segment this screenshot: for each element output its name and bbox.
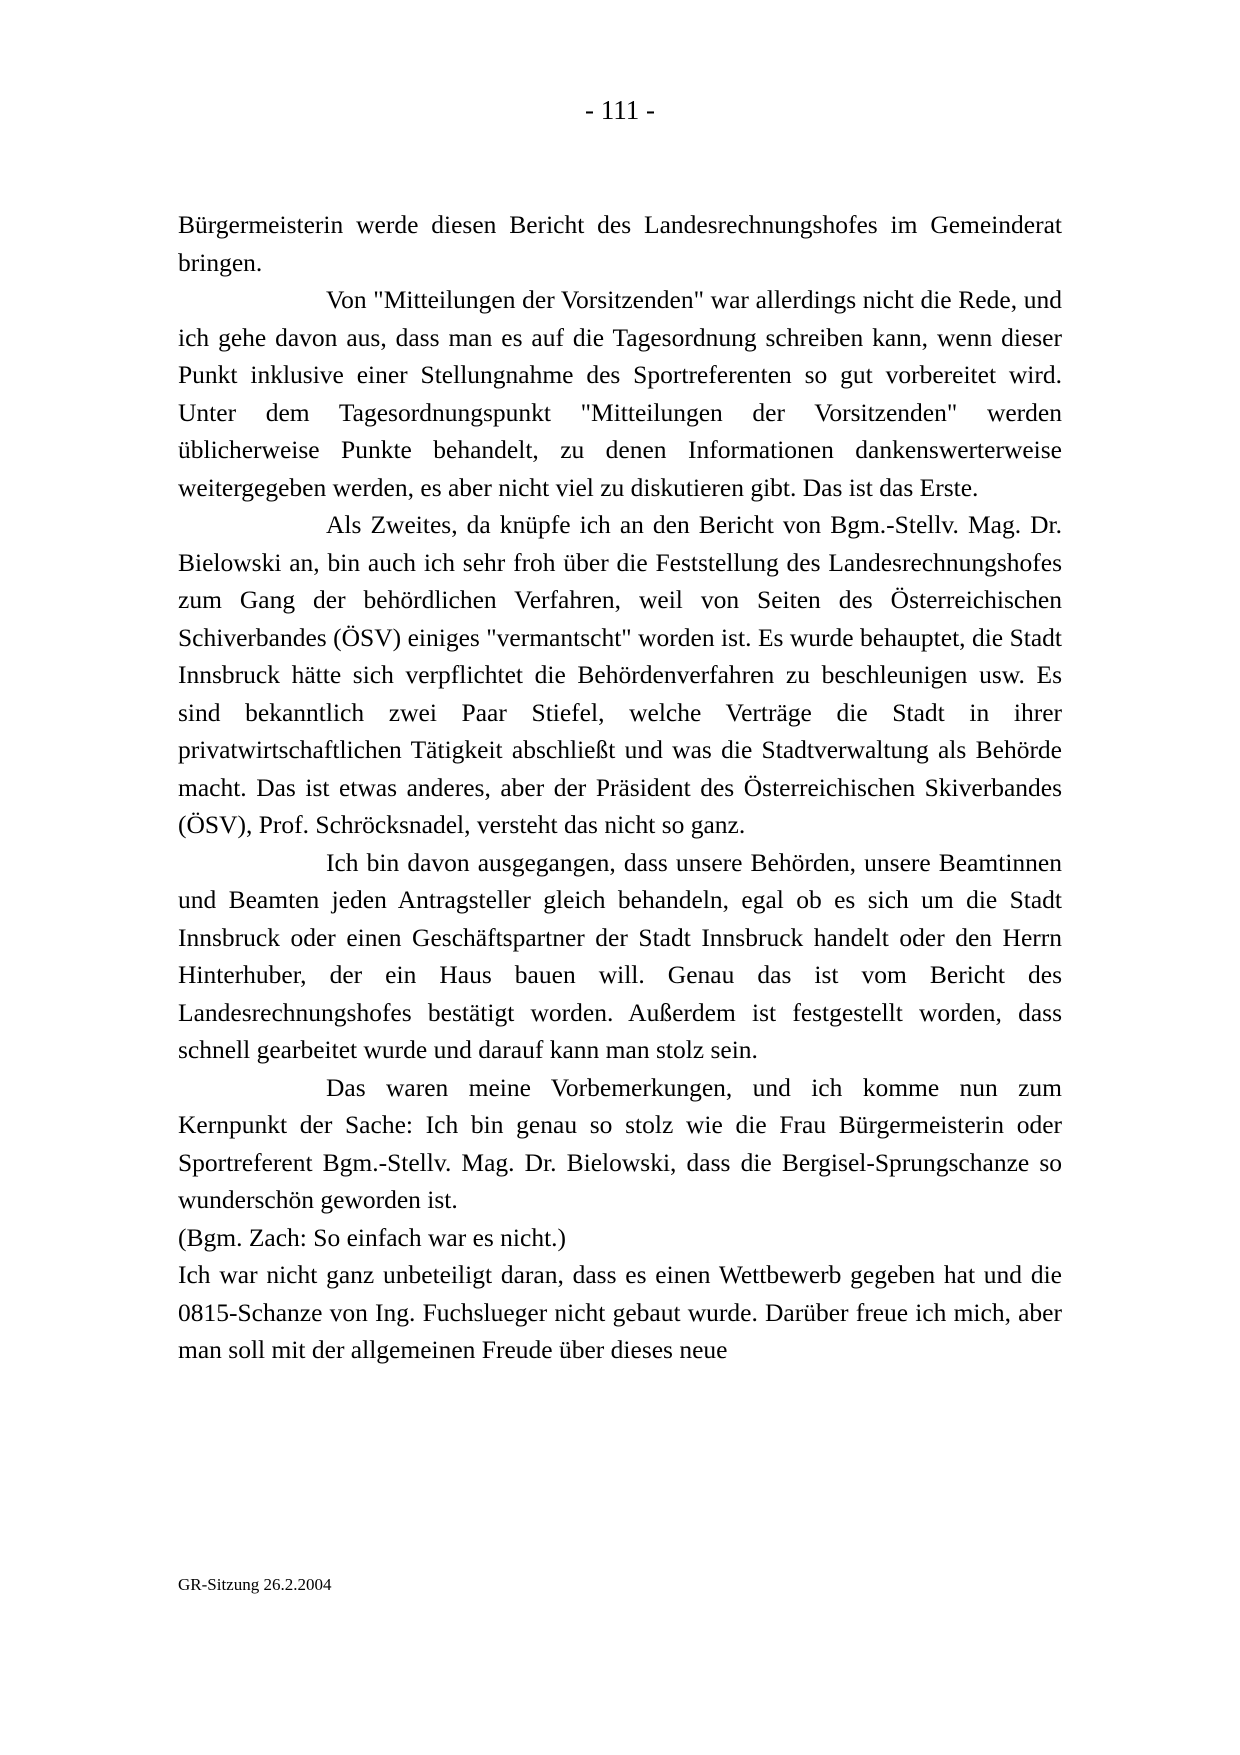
paragraph-interjection: (Bgm. Zach: So einfach war es nicht.)	[178, 1222, 567, 1252]
paragraph-wettbewerb: Ich war nicht ganz unbeteiligt daran, dass es einen Wettbewerb gegeben hat und die 0815-Schanze von Ing. Fuchslueger nicht gebaut wurde. Darüber freue ich mich, aber man soll mit der allgemeinen Freude über dieses neue	[178, 1260, 1062, 1364]
paragraph-mitteilungen: Von "Mitteilungen der Vorsitzenden" war allerdings nicht die Rede, und ich gehe davon aus, dass man es auf die Tagesordnung schreiben kann, wenn dieser Punkt inklusive einer Stellungnahme des Sportreferenten so gut vorbereitet wird. Unter dem Tagesordnungspunkt "Mitteilungen der Vorsitzenden" werden üblicherweise Punkte behandelt, zu denen Informationen dankenswerterweise weitergegeben werden, es aber nicht viel zu diskutieren gibt. Das ist das Erste.	[178, 285, 1062, 502]
paragraph-continuation: Bürgermeisterin werde diesen Bericht des Landesrechnungshofes im Gemeinderat bringen.	[178, 210, 1062, 277]
paragraph-zweites: Als Zweites, da knüpfe ich an den Bericht von Bgm.-Stellv. Mag. Dr. Bielowski an, bin auch ich sehr froh über die Feststellung des Landesrechnungshofes zum Gang der behördlichen Verfahren, weil von Seiten des Österreichischen Schiverbandes (ÖSV) einiges "vermantscht" worden ist. Es wurde behauptet, die Stadt Innsbruck hätte sich verpflichtet die Behördenverfahren zu beschleunigen usw. Es sind bekanntlich zwei Paar Stiefel, welche Verträge die Stadt in ihrer privatwirtschaftlichen Tätigkeit abschließt und was die Stadtverwaltung als Behörde macht. Das ist etwas anderes, aber der Präsident des Österreichischen Skiverbandes (ÖSV), Prof. Schröcksnadel, versteht das nicht so ganz.	[178, 510, 1062, 839]
page-footer: GR-Sitzung 26.2.2004	[178, 1575, 332, 1594]
page-number: - 111 -	[585, 95, 655, 125]
document-body	[178, 206, 1062, 1369]
paragraph-behoerden: Ich bin davon ausgegangen, dass unsere Behörden, unsere Beamtinnen und Beamten jeden Antragsteller gleich behandeln, egal ob es sich um die Stadt Innsbruck oder einen Geschäftspartner der Stadt Innsbruck handelt oder den Herrn Hinterhuber, der ein Haus bauen will. Genau das ist vom Bericht des Landesrechnungshofes bestätigt worden. Außerdem ist festgestellt worden, dass schnell gearbeitet wurde und darauf kann man stolz sein.	[178, 847, 1062, 1064]
paragraph-vorbemerkungen: Das waren meine Vorbemerkungen, und ich komme nun zum Kernpunkt der Sache: Ich bin genau so stolz wie die Frau Bürgermeisterin oder Sportreferent Bgm.-Stellv. Mag. Dr. Bielowski, dass die Bergisel-Sprungschanze so wunderschön geworden ist.	[178, 1072, 1062, 1214]
